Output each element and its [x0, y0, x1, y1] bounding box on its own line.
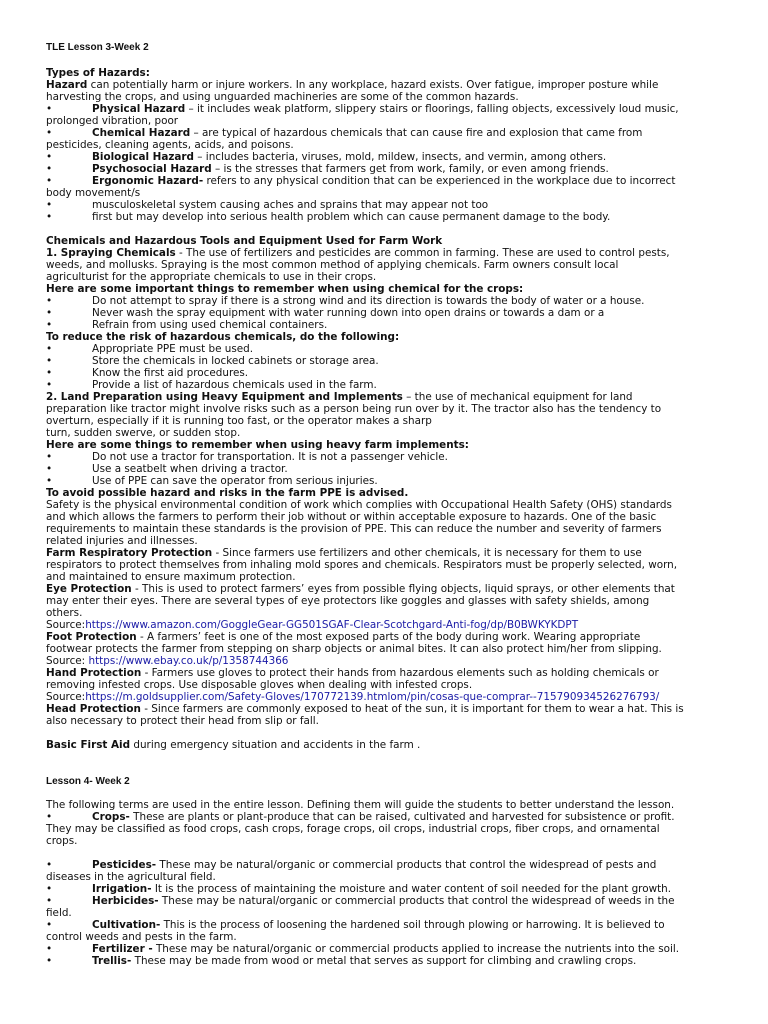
respiratory-protection-cont: respirators to protect themselves from inhaling mold spores and chemicals. Respirators must be properly selected, worn,: [46, 559, 678, 571]
hazard-physical-cont: prolonged vibration, poor: [46, 115, 179, 127]
spraying-chemicals-cont: weeds, and mollusks. Spraying is the most common method of applying chemicals. Farm owners consult local: [46, 259, 619, 271]
heavy-remember-title: Here are some things to remember when using heavy farm implements:: [46, 439, 469, 451]
term-crops-cont: They may be classified as food crops, cash crops, forage crops, oil crops, industrial crops, fiber crops, and ornamental: [46, 823, 660, 835]
eye-protection: Eye Protection - This is used to protect farmers’ eyes from possible flying objects, liquid sprays, or other elements that: [46, 583, 675, 595]
lesson4-header: Lesson 4- Week 2: [46, 776, 130, 787]
lesson4-intro: The following terms are used in the entire lesson. Defining them will guide the students to better understand the lesson.: [46, 799, 675, 811]
hand-source: Source:https://m.goldsupplier.com/Safety-Gloves/170772139.htmlom/pin/cosas-que-comprar--715790934526276793/: [46, 691, 660, 703]
term-cultivation-cont: control weeds and pests in the farm.: [46, 931, 237, 943]
safety-text: and which allows the farmers to perform their job without or within acceptable exposure to hazards. One of the basic: [46, 511, 657, 523]
term-herbicides-cont: field.: [46, 907, 72, 919]
land-preparation-cont: turn, sudden swerve, or sudden stop.: [46, 427, 241, 439]
foot-source: Source: https://www.ebay.co.uk/p/1358744366: [46, 655, 289, 667]
eye-source-link[interactable]: https://www.amazon.com/GoggleGear-GG501SGAF-Clear-Scotchgard-Anti-fog/dp/B0BWKYKDPT: [85, 619, 579, 631]
spray-remember-title: Here are some important things to remember when using chemical for the crops:: [46, 283, 524, 295]
eye-source: Source:https://www.amazon.com/GoggleGear-GG501SGAF-Clear-Scotchgard-Anti-fog/dp/B0BWKYKDPT: [46, 619, 579, 631]
spraying-chemicals-cont: agriculturist for the appropriate chemicals to use in their crops.: [46, 271, 377, 283]
spraying-chemicals: 1. Spraying Chemicals - The use of fertilizers and pesticides are common in farming. These are used to control pests,: [46, 247, 670, 259]
respiratory-protection: Farm Respiratory Protection - Since farmers use fertilizers and other chemicals, it is necessary for them to use: [46, 547, 642, 559]
land-preparation-cont: overturn, especially if it is running too fast, or the operator makes a sharp: [46, 415, 432, 427]
basic-first-aid: Basic First Aid during emergency situation and accidents in the farm .: [46, 739, 421, 751]
eye-protection-cont: others.: [46, 607, 83, 619]
hazard-definition-cont: harvesting the crops, and using unguarded machineries are some of the common hazards.: [46, 91, 519, 103]
hand-protection: Hand Protection - Farmers use gloves to protect their hands from hazardous elements such as holding chemicals or: [46, 667, 659, 679]
hazard-ergonomic-cont: body movement/s: [46, 187, 141, 199]
foot-source-link[interactable]: https://www.ebay.co.uk/p/1358744366: [88, 655, 289, 667]
reduce-risk-title: To reduce the risk of hazardous chemicals, do the following:: [46, 331, 400, 343]
respiratory-protection-cont: and maintained to ensure maximum protection.: [46, 571, 296, 583]
types-title: Types of Hazards:: [46, 67, 150, 79]
head-protection-cont: also necessary to protect their head from slip or fall.: [46, 715, 319, 727]
head-protection: Head Protection - Since farmers are commonly exposed to heat of the sun, it is important for them to wear a hat. This is: [46, 703, 684, 715]
term-pesticides-cont: diseases in the agricultural field.: [46, 871, 216, 883]
hazard-chemical-cont: pesticides, cleaning agents, acids, and poisons.: [46, 139, 294, 151]
eye-protection-cont: may enter their eyes. There are several types of eye protectors like goggles and glasses with safety shields, among: [46, 595, 650, 607]
safety-text: requirements to maintain these standards is the provision of PPE. This can reduce the number and severity of farmers: [46, 523, 662, 535]
hazard-definition: Hazard can potentially harm or injure workers. In any workplace, hazard exists. Over fatigue, improper posture while: [46, 79, 659, 91]
land-preparation: 2. Land Preparation using Heavy Equipment and Implements – the use of mechanical equipment for land: [46, 391, 633, 403]
safety-text: Safety is the physical environmental condition of work which complies with Occupational Health Safety (OHS) standards: [46, 499, 672, 511]
hand-protection-cont: removing infested crops. Use disposable gloves when dealing with infested crops.: [46, 679, 473, 691]
term-crops-cont: crops.: [46, 835, 78, 847]
land-preparation-cont: preparation like tractor might involve risks such as a person being run over by it. The tractor also has the tendency to: [46, 403, 662, 415]
ppe-title: To avoid possible hazard and risks in the farm PPE is advised.: [46, 487, 409, 499]
lesson3-header: TLE Lesson 3-Week 2: [46, 42, 149, 53]
foot-protection: Foot Protection - A farmers’ feet is one of the most exposed parts of the body during work. Wearing appropriate: [46, 631, 641, 643]
foot-protection-cont: footwear protects the farmer from stepping on sharp objects or animal bites. It can also protect him/her from slipping.: [46, 643, 662, 655]
safety-text: related injuries and illnesses.: [46, 535, 198, 547]
hand-source-link[interactable]: https://m.goldsupplier.com/Safety-Gloves/170772139.htmlom/pin/cosas-que-comprar--715790934526276793/: [85, 691, 660, 703]
chemicals-title: Chemicals and Hazardous Tools and Equipment Used for Farm Work: [46, 235, 443, 247]
